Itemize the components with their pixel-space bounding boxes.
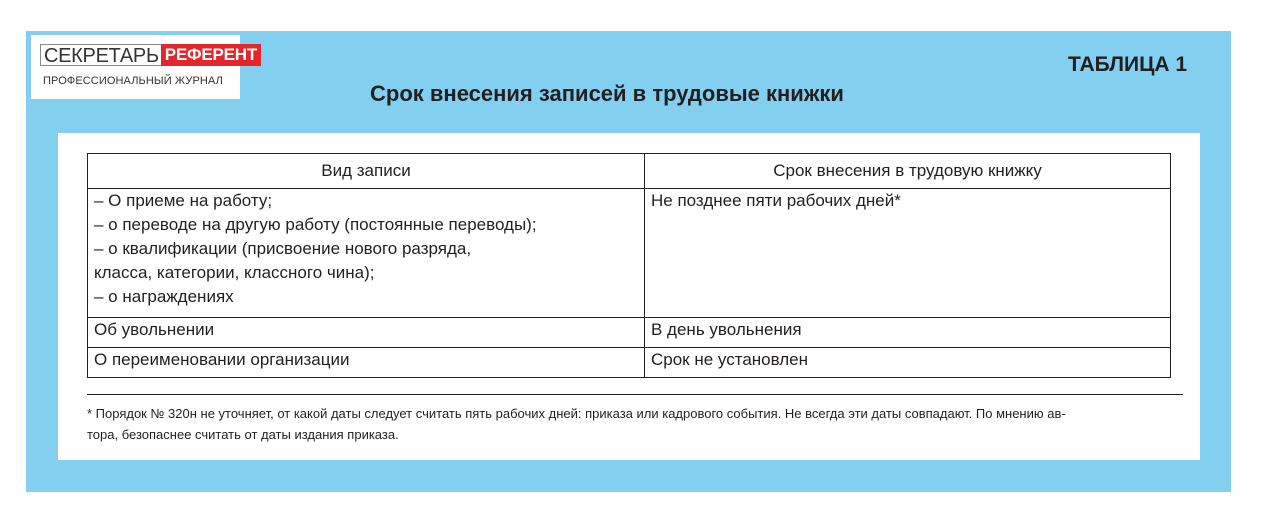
table-row — [88, 318, 1171, 348]
record-type-cell: Об увольнении — [88, 318, 645, 348]
record-type-line: – о переводе на другую работу (постоянные переводы); — [94, 215, 537, 234]
table-title: Срок внесения записей в трудовые книжки — [370, 81, 844, 106]
record-type-line: – О приеме на работу; — [94, 191, 273, 210]
record-type-cell — [88, 189, 645, 318]
deadline-cell: В день увольнения — [645, 318, 1171, 348]
footnote-line: * Порядок № 320н не уточняет, от какой даты следует считать пять рабочих дней: приказа или кадрового события. Не всегда эти даты совпадают. По мнению ав- — [87, 406, 1066, 421]
logo — [31, 35, 258, 99]
column-header-deadline: Срок внесения в трудовую книжку — [645, 154, 1171, 189]
record-type-line: класса, категории, классного чина); — [94, 263, 375, 282]
footnote-line: тора, безопаснее считать от даты издания приказа. — [87, 427, 399, 442]
table-card — [58, 133, 1200, 460]
records-table — [87, 153, 1171, 378]
record-type-line: – о награждениях — [94, 287, 234, 306]
deadline-cell: Срок не установлен — [645, 348, 1171, 378]
table-header-row — [88, 154, 1171, 189]
table-row — [88, 348, 1171, 378]
record-type-cell: О переименовании организации — [88, 348, 645, 378]
deadline-cell: Не позднее пяти рабочих дней* — [645, 189, 1171, 318]
record-type-line: – о квалификации (присвоение нового разряда, — [94, 239, 472, 258]
table-row — [88, 189, 1171, 318]
table-number-label: ТАБЛИЦА 1 — [1068, 53, 1188, 76]
footnote — [87, 403, 1187, 445]
logo-word-referent: РЕФЕРЕНТ — [161, 44, 261, 66]
logo-word-sekretar: СЕКРЕТАРЬ — [40, 44, 161, 66]
logo-wordmark — [40, 44, 261, 66]
footnote-divider — [87, 394, 1183, 395]
column-header-record-type: Вид записи — [88, 154, 645, 189]
logo-subtitle: ПРОФЕССИОНАЛЬНЫЙ ЖУРНАЛ — [43, 75, 223, 87]
